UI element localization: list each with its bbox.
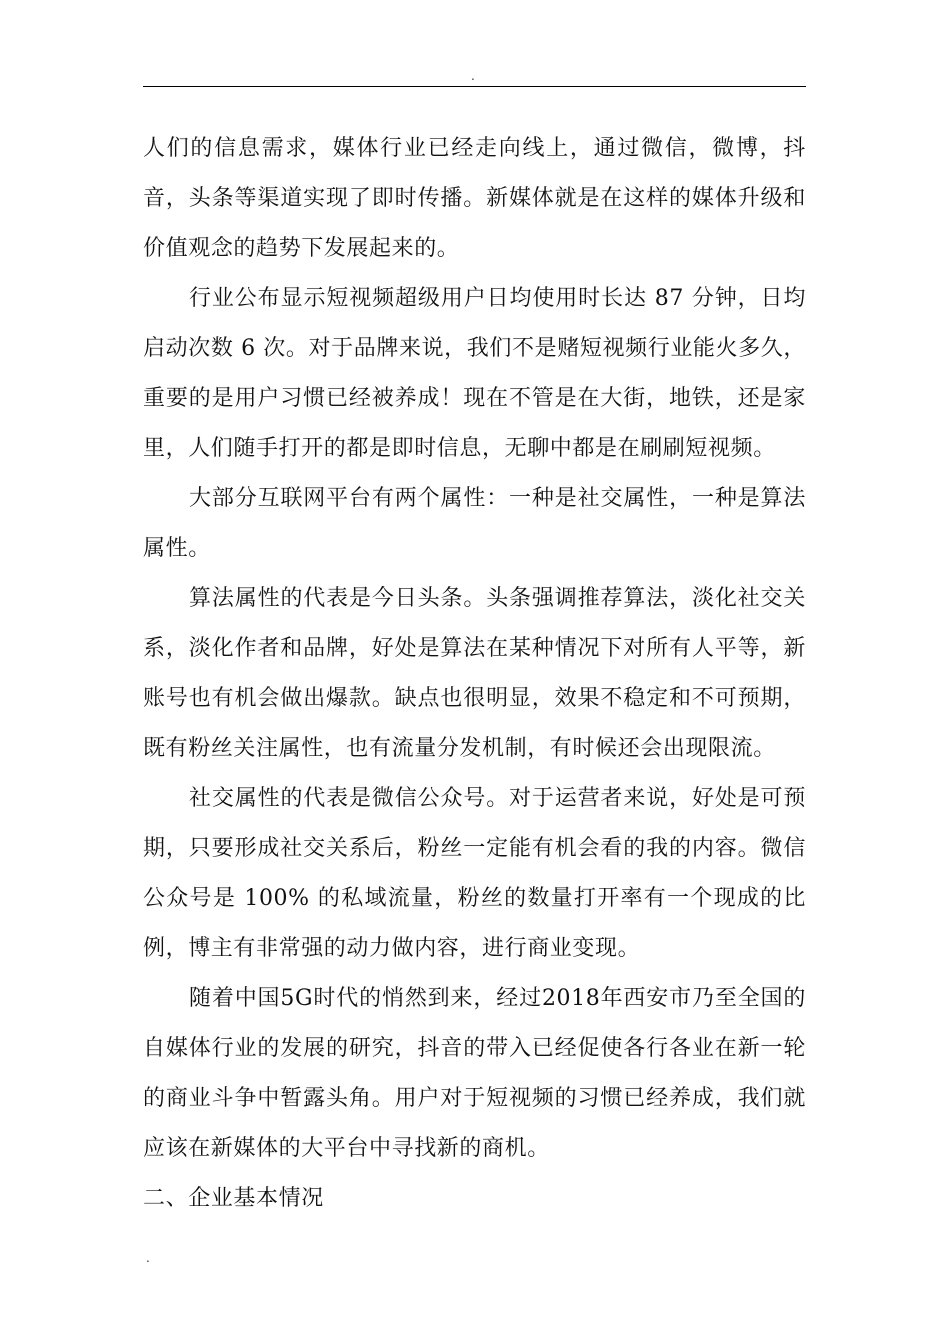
footer-mark: . (146, 1251, 150, 1265)
paragraph-platform-attributes: 大部分互联网平台有两个属性：一种是社交属性，一种是算法属性。 (143, 486, 806, 561)
paragraph-algorithm-attribute: 算法属性的代表是今日头条。头条强调推荐算法，淡化社交关系，淡化作者和品牌，好处是算法在某种情况下对所有人平等，新账号也有机会做出爆款。缺点也很明显，效果不稳定和不可预期，既有粉丝关注属性，也有流量分发机制，有时候还会出现限流。 (143, 586, 806, 761)
paragraph-continuation: 人们的信息需求，媒体行业已经走向线上，通过微信，微博，抖音，头条等渠道实现了即时传播。新媒体就是在这样的媒体升级和价值观念的趋势下发展起来的。 (143, 136, 806, 261)
document-body (143, 124, 806, 1224)
header-mark: . (471, 69, 475, 83)
paragraph-social-attribute: 社交属性的代表是微信公众号。对于运营者来说，好处是可预期，只要形成社交关系后，粉丝一定能有机会看的我的内容。微信公众号是 100% 的私域流量，粉丝的数量打开率有一个现成的比例，博主有非常强的动力做内容，进行商业变现。 (143, 786, 806, 961)
paragraph-usage-stats: 行业公布显示短视频超级用户日均使用时长达 87 分钟，日均启动次数 6 次。对于品牌来说，我们不是赌短视频行业能火多久，重要的是用户习惯已经被养成！现在不管是在大街，地铁，还是家里，人们随手打开的都是即时信息，无聊中都是在刷刷短视频。 (143, 286, 806, 461)
section-heading: 二、企业基本情况 (143, 1186, 324, 1211)
paragraph-5g-opportunity: 随着中国5G时代的悄然到来，经过2018年西安市乃至全国的自媒体行业的发展的研究，抖音的带入已经促使各行各业在新一轮的商业斗争中暂露头角。用户对于短视频的习惯已经养成，我们就应该在新媒体的大平台中寻找新的商机。 (143, 986, 806, 1161)
header-divider (143, 86, 806, 87)
